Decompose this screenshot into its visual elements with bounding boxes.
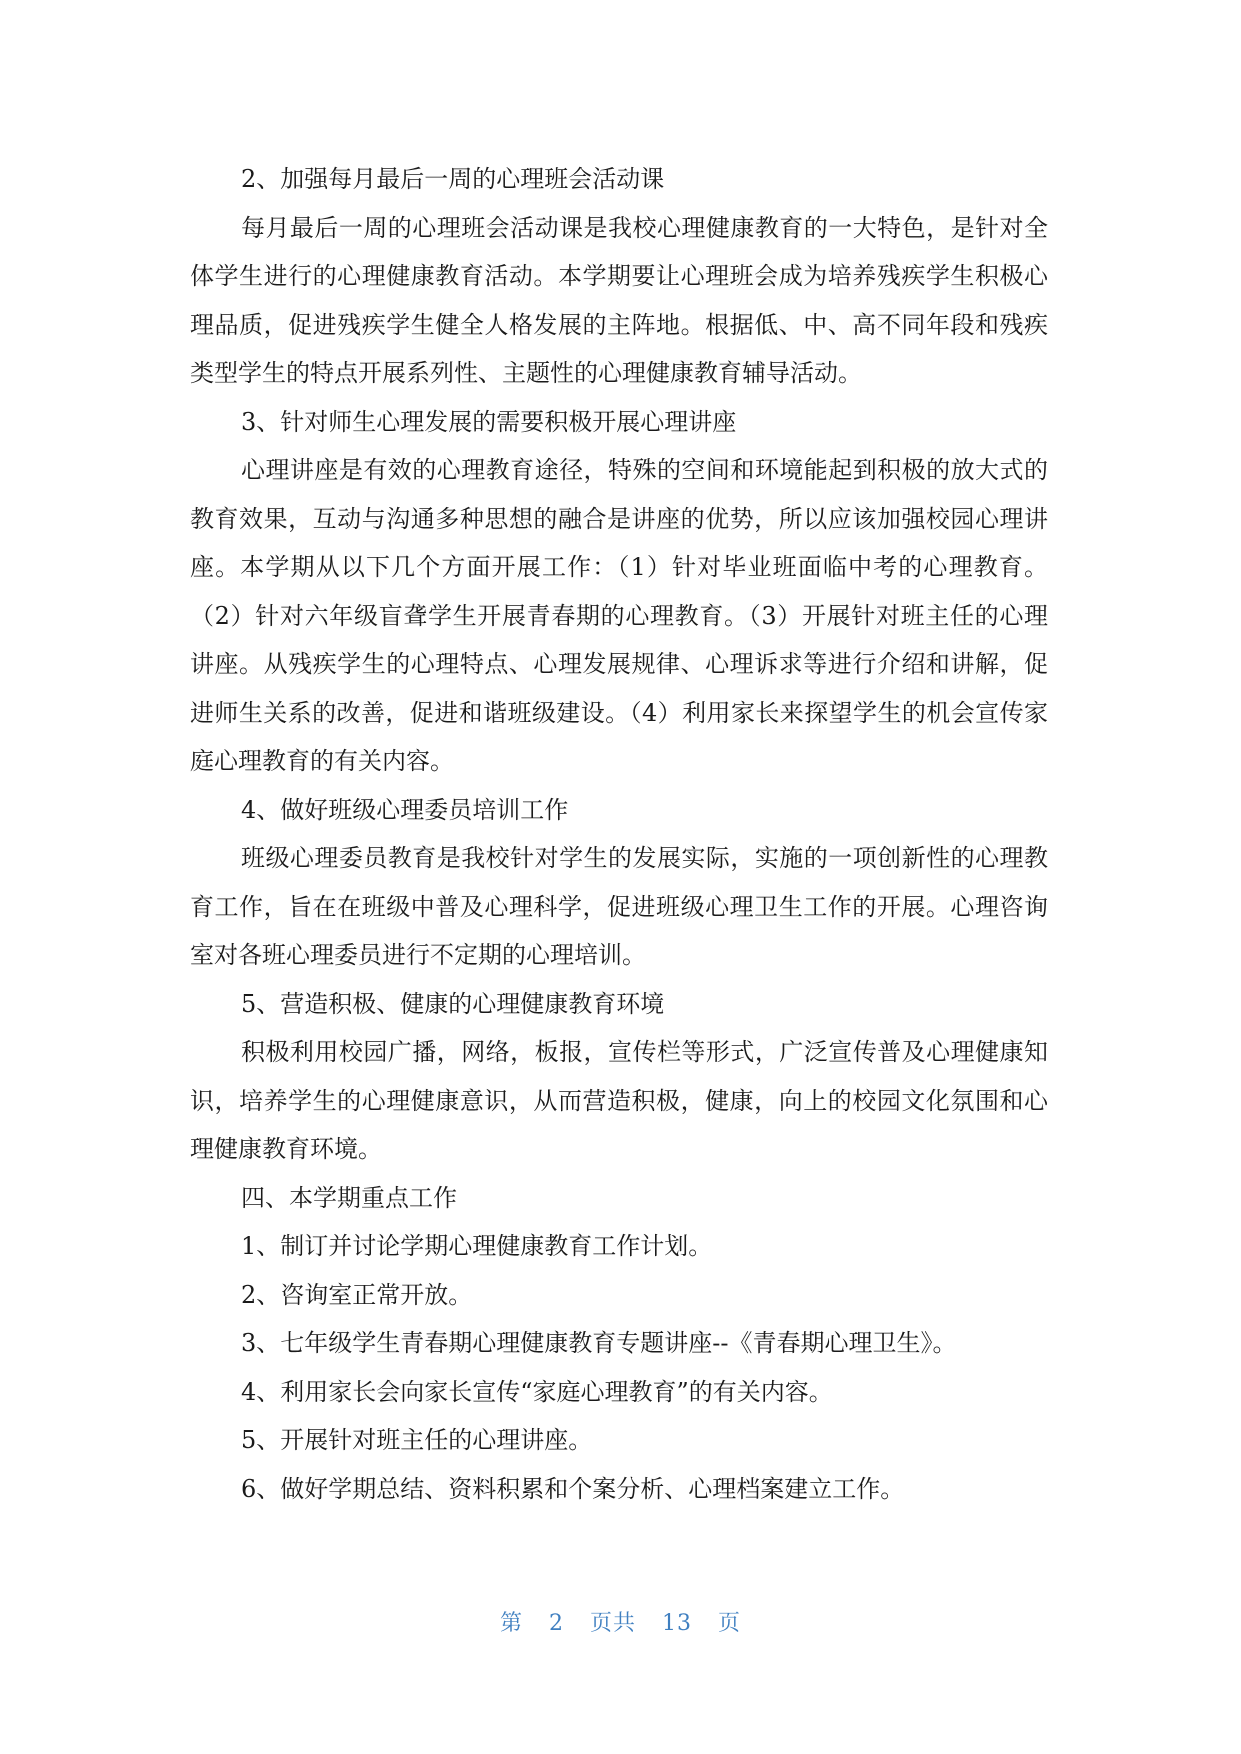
page-footer: [0, 1606, 1241, 1637]
footer-current-page: 2: [548, 1611, 564, 1636]
footer-label-of: 页共: [589, 1611, 636, 1636]
heading-committee-training: 4、做好班级心理委员培训工作: [241, 795, 569, 824]
document-body: [190, 155, 1048, 1513]
heading-key-work: 四、本学期重点工作: [241, 1183, 457, 1212]
list-item: 4、利用家长会向家长宣传“家庭心理教育”的有关内容。: [241, 1377, 833, 1406]
list-item: 1、制订并讨论学期心理健康教育工作计划。: [241, 1232, 713, 1260]
list-item: 3、七年级学生青春期心理健康教育专题讲座--《青春期心理卫生》。: [241, 1329, 957, 1357]
paragraph-committee-training: 班级心理委员教育是我校针对学生的发展实际，实施的一项创新性的心理教育工作，旨在在班级中普及心理科学，促进班级心理卫生工作的开展。心理咨询室对各班心理委员进行不定期的心理培训。: [190, 844, 1048, 969]
footer-label-page: 第: [499, 1611, 523, 1636]
heading-lectures: 3、针对师生心理发展的需要积极开展心理讲座: [241, 407, 737, 436]
list-item: 2、咨询室正常开放。: [241, 1280, 473, 1309]
list-item: 5、开展针对班主任的心理讲座。: [241, 1426, 593, 1454]
paragraph-class-meeting: 每月最后一周的心理班会活动课是我校心理健康教育的一大特色，是针对全体学生进行的心理健康教育活动。本学期要让心理班会成为培养残疾学生积极心理品质，促进残疾学生健全人格发展的主阵地。根据低、中、高不同年段和残疾类型学生的特点开展系列性、主题性的心理健康教育辅导活动。: [190, 213, 1048, 387]
footer-total-pages: 13: [662, 1611, 692, 1636]
heading-environment: 5、营造积极、健康的心理健康教育环境: [241, 989, 665, 1018]
list-item: 6、做好学期总结、资料积累和个案分析、心理档案建立工作。: [241, 1474, 905, 1503]
paragraph-lectures: 心理讲座是有效的心理教育途径，特殊的空间和环境能起到积极的放大式的教育效果，互动与沟通多种思想的融合是讲座的优势，所以应该加强校园心理讲座。本学期从以下几个方面开展工作：（1）针对毕业班面临中考的心理教育。（2）针对六年级盲聋学生开展青春期的心理教育。（3）开展针对班主任的心理讲座。从残疾学生的心理特点、心理发展规律、心理诉求等进行介绍和讲解，促进师生关系的改善，促进和谐班级建设。（4）利用家长来探望学生的机会宣传家庭心理教育的有关内容。: [190, 456, 1048, 775]
heading-class-meeting: 2、加强每月最后一周的心理班会活动课: [241, 165, 665, 193]
paragraph-environment: 积极利用校园广播，网络，板报，宣传栏等形式，广泛宣传普及心理健康知识，培养学生的心理健康意识，从而营造积极，健康，向上的校园文化氛围和心理健康教育环境。: [190, 1038, 1048, 1163]
footer-label-end: 页: [718, 1611, 742, 1636]
